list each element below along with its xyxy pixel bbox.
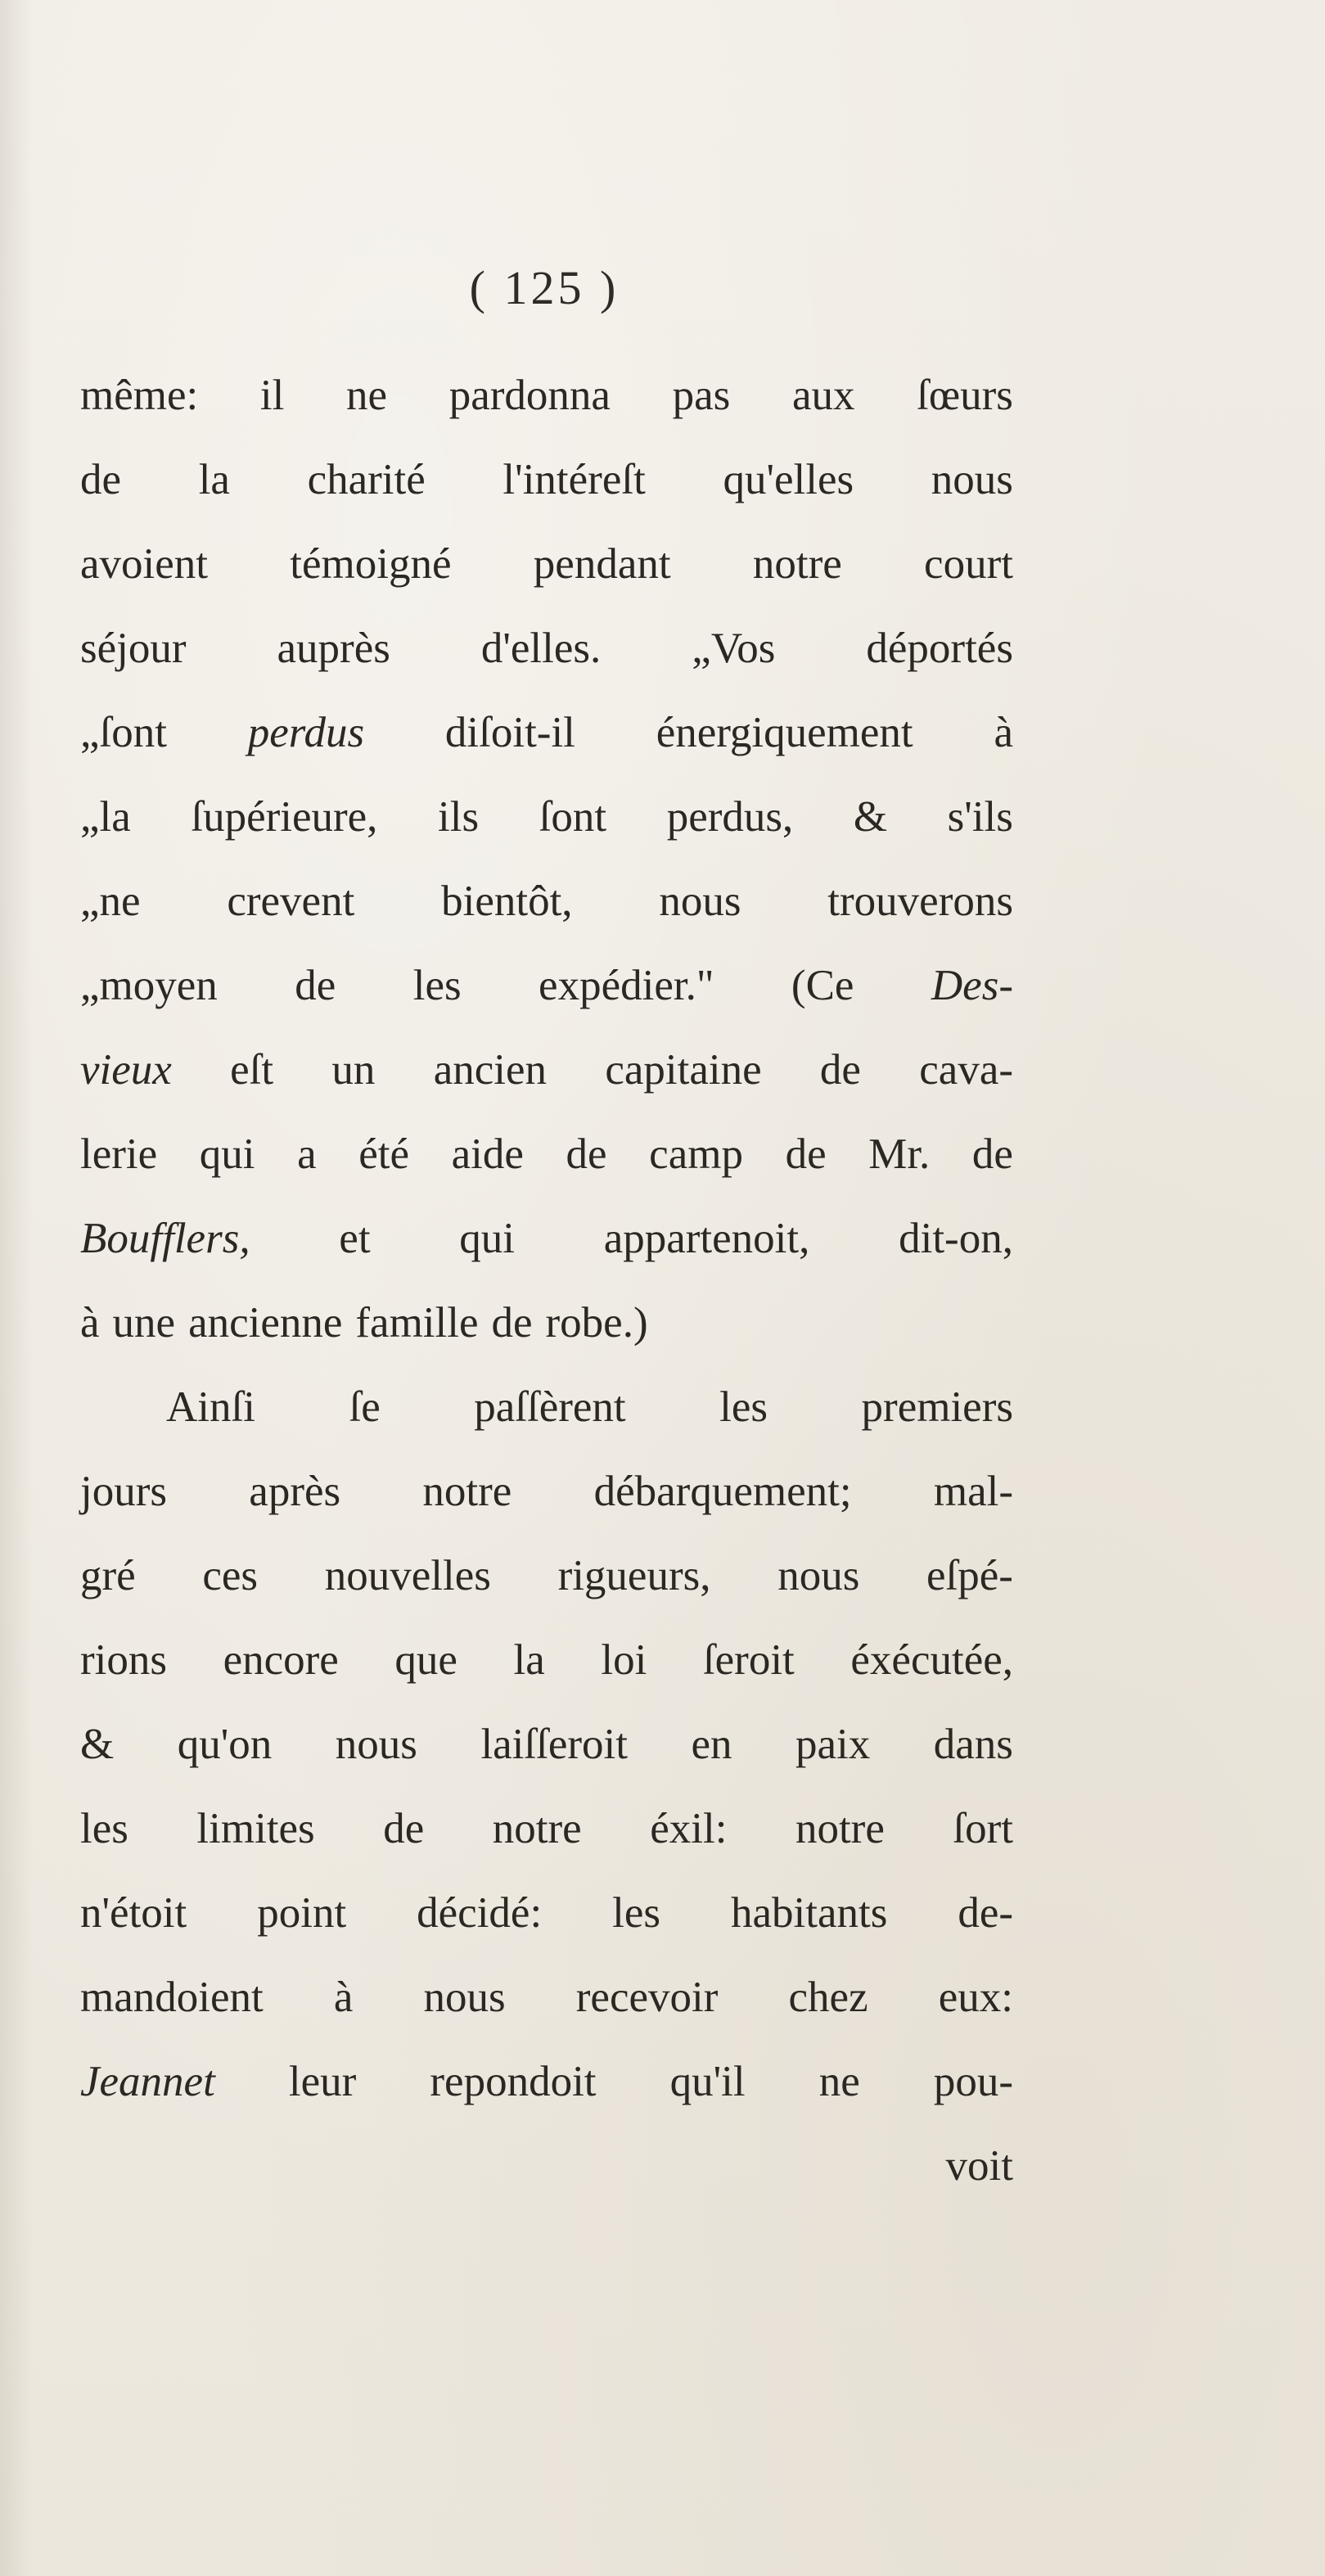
word: de xyxy=(80,456,122,503)
word: trouverons xyxy=(827,877,1013,925)
word: à xyxy=(994,709,1013,756)
word: a xyxy=(297,1130,317,1178)
word: témoigné xyxy=(290,540,452,588)
word: recevoir xyxy=(575,1974,719,2021)
word: séjour xyxy=(80,625,187,672)
catchword xyxy=(80,2124,1013,2208)
text-line xyxy=(80,859,1013,944)
word: leur xyxy=(288,2058,357,2105)
word: de xyxy=(295,962,336,1009)
word: notre xyxy=(422,1468,512,1515)
word: aide xyxy=(451,1130,524,1178)
word: Mr. xyxy=(868,1130,931,1178)
word: pou- xyxy=(933,2058,1013,2105)
word: paix xyxy=(795,1721,871,1768)
word: „ne xyxy=(80,877,141,925)
word: gré xyxy=(80,1552,136,1599)
text-line xyxy=(80,354,1013,438)
word: aux xyxy=(791,372,855,419)
word: et xyxy=(339,1215,371,1262)
word: ils xyxy=(438,793,480,841)
word: chez xyxy=(788,1974,868,2021)
word: à xyxy=(80,1299,100,1347)
word: auprès xyxy=(277,625,390,672)
word: la xyxy=(513,1636,545,1684)
word: les xyxy=(80,1805,128,1852)
text-line xyxy=(80,2040,1013,2124)
word: ancienne xyxy=(188,1299,343,1347)
word: & xyxy=(80,1721,115,1768)
text-line xyxy=(80,1703,1013,1787)
word: Ainſi xyxy=(166,1383,255,1431)
word: qu'elles xyxy=(723,456,854,503)
word: nous xyxy=(931,456,1013,503)
word: une xyxy=(112,1299,176,1347)
word: les xyxy=(719,1383,768,1431)
word: énergiquement xyxy=(656,709,913,756)
text-line xyxy=(80,1618,1013,1703)
word: avoient xyxy=(80,540,208,588)
word: dit-on, xyxy=(899,1215,1013,1262)
word: déportés xyxy=(866,625,1013,672)
word: camp xyxy=(649,1130,743,1178)
word: décidé: xyxy=(417,1889,543,1937)
gutter-shadow xyxy=(0,0,33,2576)
word: n'étoit xyxy=(80,1889,187,1937)
word: diſoit-il xyxy=(444,709,575,756)
word: ne xyxy=(346,372,388,419)
word: premiers xyxy=(861,1383,1013,1431)
word: Boufflers, xyxy=(80,1215,250,1262)
word: notre xyxy=(492,1805,582,1852)
word: ſeroit xyxy=(702,1636,795,1684)
word: rigueurs, xyxy=(557,1552,711,1599)
word: loi xyxy=(601,1636,647,1684)
word: nous xyxy=(335,1721,417,1768)
word: été xyxy=(358,1130,410,1178)
text-line xyxy=(80,1197,1013,1281)
text-line xyxy=(80,1028,1013,1112)
word: notre xyxy=(795,1805,885,1852)
word: ſupérieure, xyxy=(191,793,378,841)
word: „Vos xyxy=(692,625,776,672)
word: il xyxy=(259,372,285,419)
word: jours xyxy=(80,1468,167,1515)
word: d'elles. xyxy=(480,625,602,672)
word: famille xyxy=(355,1299,479,1347)
word: éxécutée, xyxy=(850,1636,1013,1684)
word: crevent xyxy=(227,877,355,925)
word: paſſèrent xyxy=(474,1383,626,1431)
word: à xyxy=(333,1974,354,2021)
word: eſt xyxy=(230,1046,274,1094)
text-line xyxy=(80,607,1013,691)
page-number: ( 125 ) xyxy=(469,261,620,314)
word: mal- xyxy=(933,1468,1013,1515)
word: les xyxy=(612,1889,661,1937)
word: robe.) xyxy=(545,1299,648,1347)
word: ne xyxy=(818,2058,860,2105)
word: de xyxy=(383,1805,425,1852)
word: ſœurs xyxy=(917,372,1013,419)
word: eux: xyxy=(938,1974,1013,2021)
text-line xyxy=(80,691,1013,775)
word: de xyxy=(785,1130,827,1178)
text-line xyxy=(80,1871,1013,1956)
word: „ſont xyxy=(80,709,167,756)
text-line xyxy=(80,1787,1013,1871)
word: charité xyxy=(307,456,426,503)
word: les xyxy=(412,962,462,1009)
catchword-text: voit xyxy=(945,2142,1013,2190)
word: l'intéreſt xyxy=(503,456,646,503)
word: éxil: xyxy=(650,1805,728,1852)
body-text xyxy=(80,354,1013,2208)
word: nous xyxy=(777,1552,860,1599)
word: nous xyxy=(659,877,741,925)
word: pas xyxy=(672,372,731,419)
word: qui xyxy=(459,1215,515,1262)
word: après xyxy=(249,1468,341,1515)
text-line xyxy=(80,775,1013,859)
word: capitaine xyxy=(605,1046,762,1094)
text-line xyxy=(80,944,1013,1028)
word: bientôt, xyxy=(441,877,573,925)
word: ſont xyxy=(539,793,607,841)
word: point xyxy=(257,1889,347,1937)
word: habitants xyxy=(730,1889,888,1937)
word: de xyxy=(491,1299,533,1347)
word: Des- xyxy=(931,962,1013,1009)
word: de xyxy=(819,1046,861,1094)
text-line xyxy=(80,1281,1013,1365)
word: cava- xyxy=(919,1046,1013,1094)
text-line xyxy=(80,1534,1013,1618)
text-line xyxy=(80,1365,1013,1450)
text-line xyxy=(80,438,1013,522)
word: limites xyxy=(196,1805,315,1852)
word: laiſſeroit xyxy=(480,1721,628,1768)
word: de- xyxy=(958,1889,1013,1937)
word: „moyen xyxy=(80,962,218,1009)
word: pendant xyxy=(533,540,671,588)
word: un xyxy=(331,1046,376,1094)
text-line xyxy=(80,1112,1013,1197)
word: vieux xyxy=(80,1046,172,1094)
word: court xyxy=(924,540,1013,588)
text-line xyxy=(80,1450,1013,1534)
word: lerie xyxy=(80,1130,158,1178)
word: „la xyxy=(80,793,131,841)
word: (Ce xyxy=(791,962,854,1009)
word: ces xyxy=(202,1552,259,1599)
word: même: xyxy=(80,372,199,419)
word: expédier." xyxy=(539,962,714,1009)
word: en xyxy=(691,1721,732,1768)
word: perdus xyxy=(247,709,365,756)
word: & xyxy=(853,793,888,841)
word: qu'on xyxy=(177,1721,273,1768)
word: dans xyxy=(933,1721,1013,1768)
word: rions xyxy=(80,1636,167,1684)
word: eſpé- xyxy=(926,1552,1013,1599)
word: notre xyxy=(752,540,842,588)
word: ancien xyxy=(433,1046,548,1094)
word: nous xyxy=(423,1974,506,2021)
word: perdus, xyxy=(666,793,794,841)
word: mandoient xyxy=(80,1974,264,2021)
word: qui xyxy=(199,1130,255,1178)
word: repondoit xyxy=(430,2058,597,2105)
text-line xyxy=(80,522,1013,607)
word: ſort xyxy=(953,1805,1013,1852)
word: nouvelles xyxy=(324,1552,491,1599)
text-line xyxy=(80,1956,1013,2040)
word: que xyxy=(394,1636,457,1684)
word: s'ils xyxy=(947,793,1013,841)
word: pardonna xyxy=(448,372,611,419)
word: appartenoit, xyxy=(603,1215,810,1262)
word: ſe xyxy=(349,1383,381,1431)
word: la xyxy=(198,456,230,503)
word: débarquement; xyxy=(593,1468,852,1515)
word: de xyxy=(971,1130,1013,1178)
word: de xyxy=(566,1130,607,1178)
word: qu'il xyxy=(669,2058,746,2105)
word: encore xyxy=(223,1636,339,1684)
word: Jeannet xyxy=(80,2058,215,2105)
